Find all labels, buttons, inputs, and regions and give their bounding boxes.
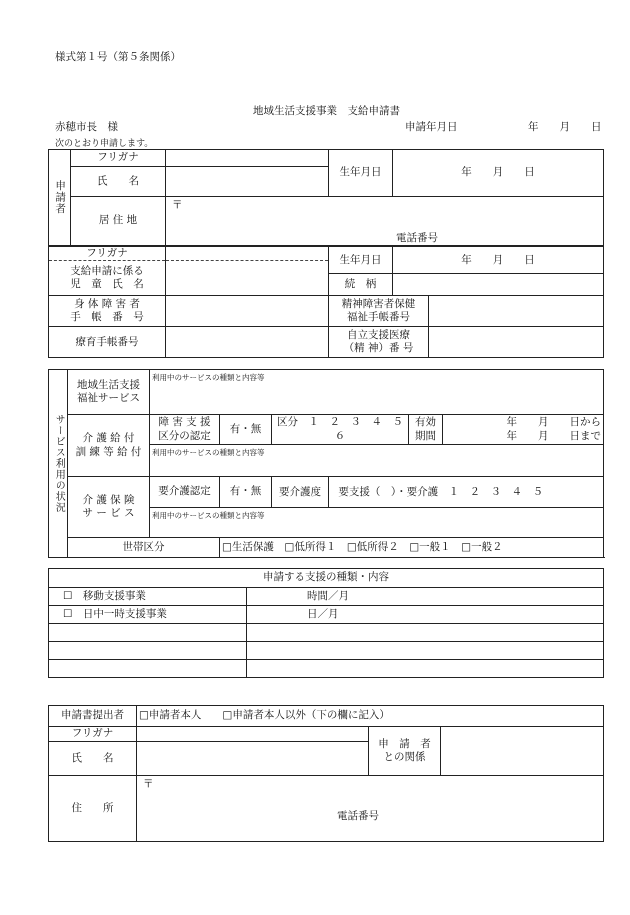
request-row-label[interactable] bbox=[49, 660, 247, 678]
submitter-relation-field[interactable] bbox=[441, 727, 604, 776]
jiritsu-label bbox=[329, 327, 429, 358]
child-name-label-1: 支給申請に係る bbox=[70, 265, 144, 277]
applicant-address-field[interactable] bbox=[166, 197, 604, 246]
yokaigo-yumu-choice[interactable]: 有・無 bbox=[220, 477, 272, 508]
request-row-value[interactable] bbox=[247, 624, 604, 642]
service-table bbox=[48, 369, 604, 558]
period-from: 年 月 日から bbox=[506, 416, 601, 429]
applicant-name-field[interactable] bbox=[166, 167, 329, 197]
jiritsu-field[interactable] bbox=[429, 327, 604, 358]
application-date-field[interactable]: 年 月 日 bbox=[528, 121, 602, 133]
request-row-label[interactable] bbox=[49, 642, 247, 660]
submitter-name-field[interactable] bbox=[137, 742, 369, 776]
child-name-field[interactable] bbox=[166, 261, 329, 296]
request-header: 申請する支援の種類・内容 bbox=[49, 569, 604, 588]
shogai-shien-label-1: 障 害 支 援 bbox=[158, 416, 211, 429]
shogai-shien-label bbox=[150, 415, 220, 445]
child-name-label-2: 児 童 氏 名 bbox=[70, 278, 144, 291]
yuko-label bbox=[409, 415, 443, 445]
request-row-label[interactable] bbox=[49, 624, 247, 642]
mental-notebook-field[interactable] bbox=[429, 296, 604, 327]
shogai-yumu-choice[interactable]: 有・無 bbox=[220, 415, 272, 445]
shogai-kubun-choice[interactable]: 区分 １ ２ ３ ４ ５ ６ bbox=[272, 415, 409, 445]
request-row-label[interactable]: ☐ 日中一時支援事業 bbox=[49, 606, 247, 624]
applicant-table bbox=[48, 149, 604, 246]
yokaigo-level-choice[interactable]: 要支援（ ）・要介護 １ ２ ３ ４ ５ bbox=[338, 486, 544, 498]
chiiki-label-2: 福祉サービス bbox=[77, 392, 140, 404]
yokaigo-do-cell bbox=[272, 477, 604, 508]
mental-notebook-label bbox=[329, 296, 429, 327]
applicant-birth-field[interactable]: 年 月 日 bbox=[393, 150, 604, 197]
yokaigo-nintei-label: 要介護認定 bbox=[150, 477, 220, 508]
kaigo-kyufu-label bbox=[68, 415, 150, 477]
jiritsu-label-2: （精 神）番 号 bbox=[343, 342, 414, 355]
period-to: 年 月 日まで bbox=[506, 429, 601, 442]
physical-notebook-label bbox=[49, 296, 166, 327]
postal-mark: 〒 bbox=[172, 199, 183, 211]
child-relation-field[interactable] bbox=[393, 274, 604, 296]
intro-text: 次のとおり申請します。 bbox=[55, 139, 154, 149]
yuko-label-2: 期間 bbox=[415, 429, 436, 442]
ryoiku-notebook-label: 療育手帳番号 bbox=[49, 327, 166, 358]
applicant-phone-label: 電話番号 bbox=[396, 232, 438, 244]
setai-options[interactable]: □生活保護 □低所得１ □低所得２ □一般１ □一般２ bbox=[220, 538, 604, 558]
submitter-address-label: 住 所 bbox=[49, 776, 137, 842]
applicant-birth-label: 生年月日 bbox=[329, 150, 393, 197]
submitter-name-label: 氏 名 bbox=[49, 742, 137, 776]
applicant-address-label: 居 住 地 bbox=[71, 197, 166, 246]
applicant-name-label: 氏 名 bbox=[71, 167, 166, 197]
chiiki-label bbox=[68, 370, 150, 415]
submitter-relation-label bbox=[369, 727, 441, 776]
applicant-section-label: 申請者 bbox=[49, 150, 71, 246]
mental-notebook-label-2: 福祉手帳番号 bbox=[347, 311, 410, 324]
yuko-label-1: 有効 bbox=[415, 416, 436, 429]
yokaigo-do-label: 要介護度 bbox=[272, 477, 329, 507]
physical-notebook-label-1: 身 体 障 害 者 bbox=[74, 298, 140, 310]
yuko-period-field[interactable] bbox=[443, 415, 604, 445]
submitter-address-field[interactable] bbox=[137, 776, 604, 842]
chiiki-usage-field[interactable]: 利用中のサービスの種類と内容等 bbox=[150, 370, 604, 415]
child-birth-field[interactable]: 年 月 日 bbox=[393, 247, 604, 274]
form-number: 様式第１号（第５条関係） bbox=[55, 51, 181, 63]
child-furigana-label: フリガナ bbox=[49, 247, 166, 261]
submitter-furigana-label: フリガナ bbox=[49, 727, 137, 742]
request-row-value[interactable] bbox=[247, 642, 604, 660]
request-table bbox=[48, 568, 604, 678]
hoken-usage-field[interactable]: 利用中のサービスの種類と内容等 bbox=[150, 508, 604, 538]
applicant-furigana-label: フリガナ bbox=[71, 150, 166, 167]
kaigo-kyufu-label-1: 介 護 給 付 bbox=[82, 432, 135, 445]
child-birth-label: 生年月日 bbox=[329, 247, 393, 274]
child-name-label bbox=[49, 261, 166, 296]
chiiki-label-1: 地域生活支援 bbox=[77, 378, 140, 391]
child-table bbox=[48, 246, 604, 358]
kaigo-hoken-label-1: 介 護 保 険 bbox=[82, 493, 135, 506]
child-furigana-field[interactable] bbox=[166, 247, 329, 261]
setai-label: 世帯区分 bbox=[68, 538, 220, 558]
postal-mark: 〒 bbox=[143, 778, 154, 790]
kaigo-hoken-label-2: サ ー ビ ス bbox=[82, 507, 135, 519]
submitter-relation-label-1: 申 請 者 bbox=[378, 737, 431, 750]
addressee: 赤穂市長 様 bbox=[55, 121, 118, 133]
child-relation-label: 続 柄 bbox=[329, 274, 393, 296]
request-row-value[interactable] bbox=[247, 660, 604, 678]
physical-notebook-label-2: 手 帳 番 号 bbox=[70, 311, 144, 324]
mental-notebook-label-1: 精神障害者保健 bbox=[341, 298, 416, 310]
submitter-options[interactable]: □申請者本人 □申請者本人以外（下の欄に記入） bbox=[137, 706, 604, 727]
physical-notebook-field[interactable] bbox=[166, 296, 329, 327]
jiritsu-label-1: 自立支援医療 bbox=[347, 329, 410, 341]
application-date-label: 申請年月日 bbox=[405, 121, 458, 133]
submitter-label: 申請書提出者 bbox=[49, 706, 137, 727]
ryoiku-notebook-field[interactable] bbox=[166, 327, 329, 358]
kaigo-hoken-label bbox=[68, 477, 150, 538]
submitter-phone-label: 電話番号 bbox=[337, 810, 379, 822]
shogai-shien-label-2: 区分の認定 bbox=[158, 429, 211, 442]
service-section-label: サービス利用の状況 bbox=[49, 370, 68, 558]
request-row-value[interactable]: 日／月 bbox=[247, 606, 604, 624]
submitter-table bbox=[48, 705, 604, 842]
kaigo-usage-field[interactable]: 利用中のサービスの種類と内容等 bbox=[150, 445, 604, 477]
applicant-furigana-field[interactable] bbox=[166, 150, 329, 167]
submitter-furigana-field[interactable] bbox=[137, 727, 369, 742]
kaigo-kyufu-label-2: 訓 練 等 給 付 bbox=[75, 445, 142, 458]
form-title: 地域生活支援事業 支給申請書 bbox=[253, 105, 400, 117]
request-row-value[interactable]: 時間／月 bbox=[247, 588, 604, 606]
submitter-relation-label-2: との関係 bbox=[383, 751, 426, 763]
request-row-label[interactable]: ☐ 移動支援事業 bbox=[49, 588, 247, 606]
